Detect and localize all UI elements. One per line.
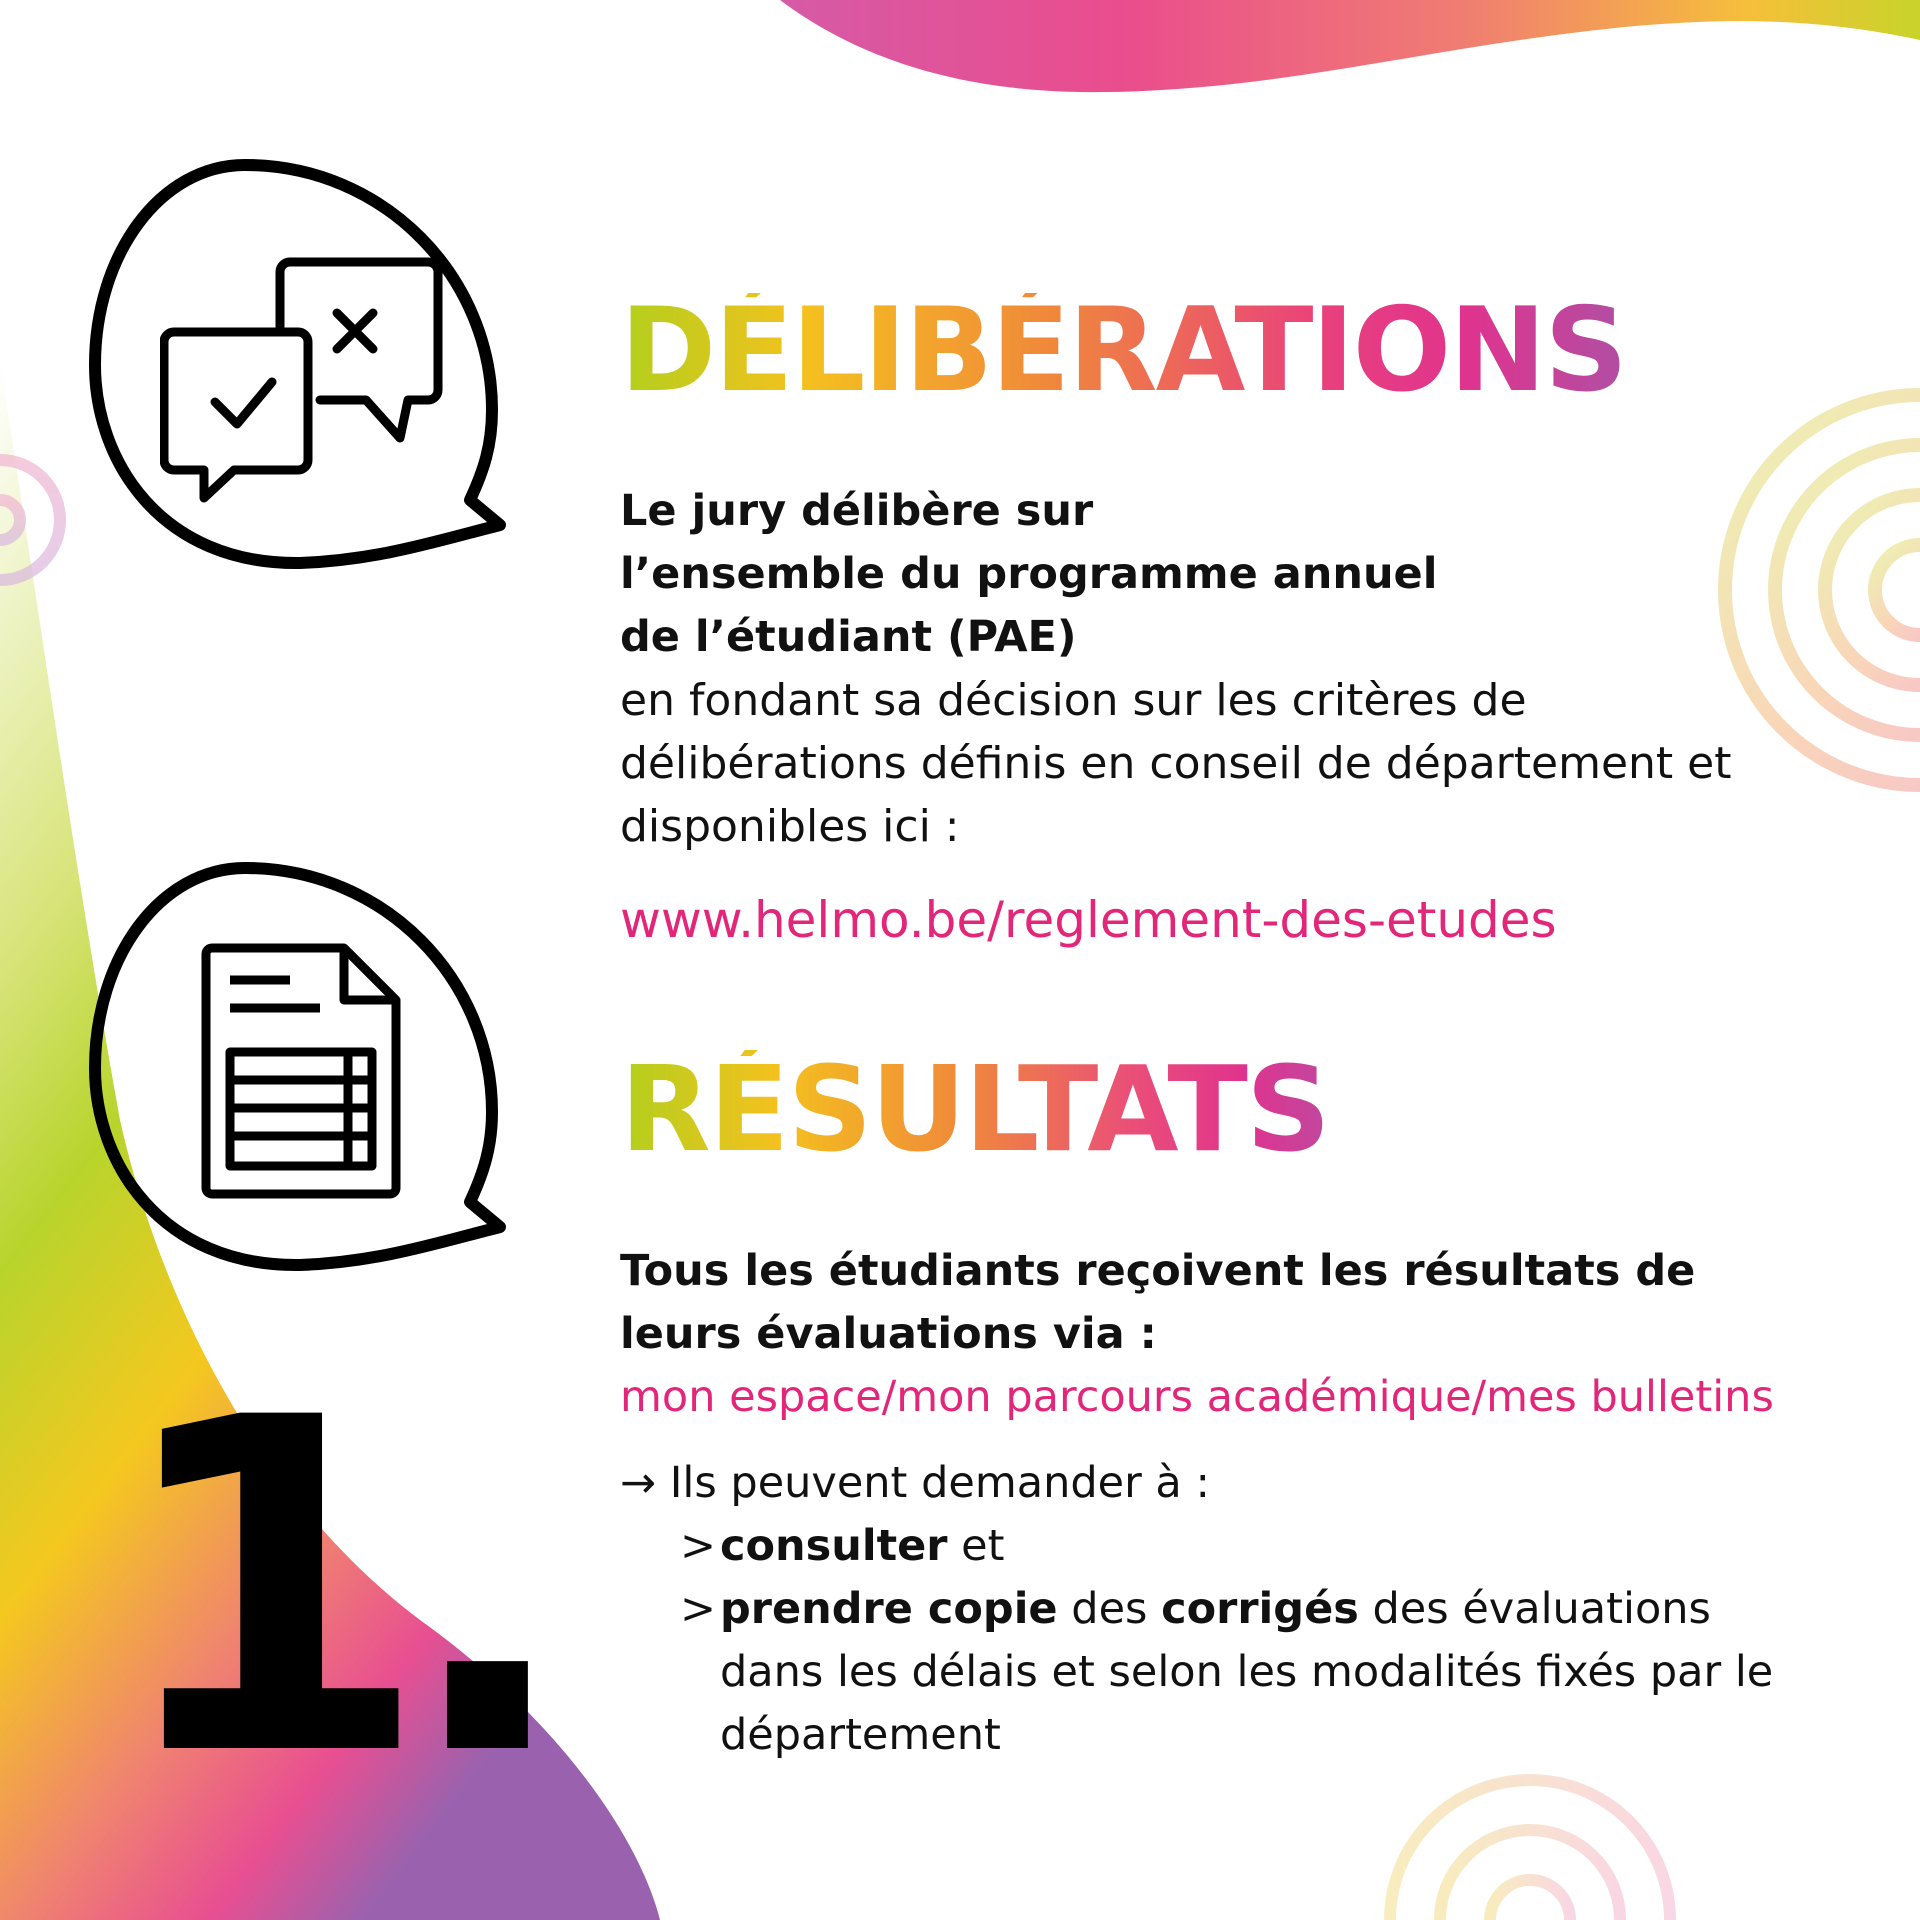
results-bold-line-1: Tous les étudiants reçoivent les résultats de — [620, 1246, 1696, 1296]
demand-text: Ils peuvent demander à : — [669, 1458, 1210, 1508]
intro-body-line-1: en fondant sa décision sur les critères de — [620, 675, 1527, 726]
chat-bubbles-check-cross-icon — [160, 250, 450, 510]
bullet-marker: > — [680, 1521, 717, 1571]
bullet-marker: > — [680, 1584, 717, 1634]
intro-bold-line-2: l’ensemble du programme annuel — [620, 549, 1438, 599]
reglement-link[interactable]: www.helmo.be/reglement-des-etudes — [620, 891, 1557, 949]
item2-line-2: dans les délais et selon les modalités fixés par le — [720, 1647, 1774, 1697]
item2-bold-2: corrigés — [1161, 1584, 1359, 1634]
list-item-prendre-copie — [620, 1578, 1900, 1767]
item2-bold-1: prendre copie — [720, 1584, 1058, 1634]
item2-rest-1: des évaluations — [1358, 1584, 1711, 1634]
intro-bold-line-1: Le jury délibère sur — [620, 486, 1094, 536]
spreadsheet-document-icon — [200, 940, 405, 1200]
intro-bold-line-3: de l’étudiant (PAE) — [620, 612, 1077, 662]
bulletins-path: mon espace/mon parcours académique/mes bulletins — [620, 1372, 1774, 1422]
item1-bold: consulter — [720, 1521, 948, 1571]
item2-line-3: département — [720, 1710, 1001, 1760]
demand-line — [620, 1452, 1900, 1515]
intro-body-line-2: délibérations définis en conseil de département et — [620, 738, 1732, 789]
item2-mid: des — [1057, 1584, 1162, 1634]
item2-line-1 — [720, 1578, 1900, 1641]
step-number: 1. — [110, 1322, 545, 1857]
demand-list — [620, 1452, 1900, 1767]
results-bold-line-2: leurs évaluations via : — [620, 1309, 1157, 1359]
deliberations-title: DÉLIBÉRATIONS — [620, 283, 1626, 418]
resultats-description — [620, 1240, 1900, 1429]
item1-rest: et — [947, 1521, 1005, 1571]
resultats-title: RÉSULTATS — [620, 1040, 1329, 1178]
deliberations-description — [620, 480, 1900, 858]
list-item-consulter — [620, 1515, 1900, 1578]
arrow-right-icon: → — [620, 1458, 657, 1508]
intro-body-line-3: disponibles ici : — [620, 801, 960, 852]
